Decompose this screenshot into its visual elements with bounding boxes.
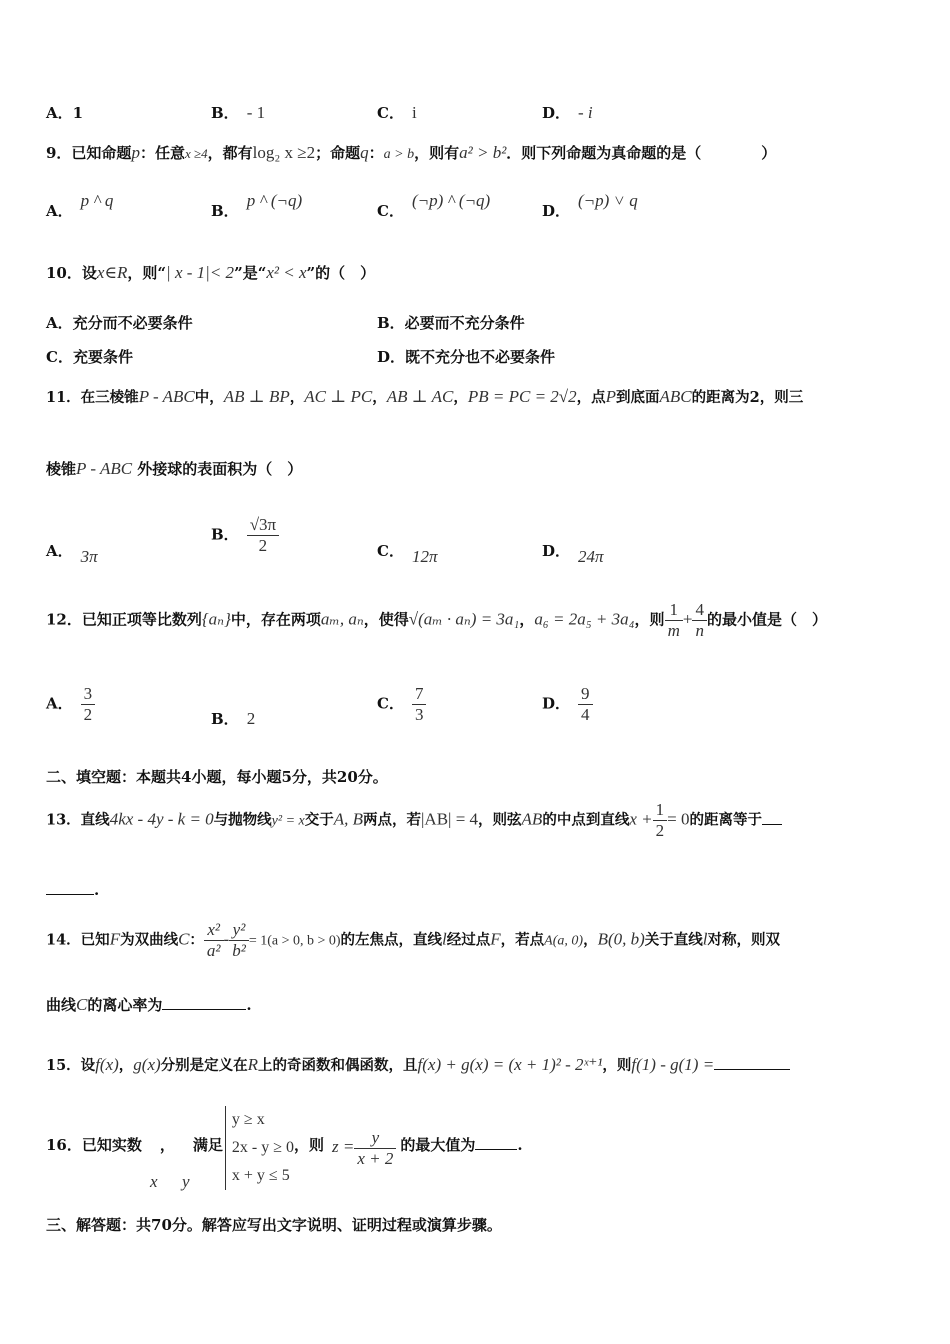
q15-stem: 15．设f(x)，g(x)分别是定义在R上的奇函数和偶函数，且f(x) + g(x) = (x + 1)² - 2ˣ⁺¹，则f(1) - g(1) =	[46, 1054, 790, 1075]
q10-option-a: A．充分而不必要条件	[46, 314, 193, 332]
q15-answer-blank[interactable]	[714, 1055, 790, 1070]
q8-option-c: C． i	[377, 103, 417, 122]
q16-stem: 16．已知实数 ， 满足 y ≥ x 2x - y ≥ 0 x + y ≤ 5 ，则 z = $\frac{y}{x + 2}$ 的最大值为 .	[46, 1106, 523, 1190]
q13-answer-blank-2[interactable]	[46, 880, 94, 895]
q9-option-b: B．p ^ (¬q)	[211, 191, 303, 220]
q11-option-c: C． 12π	[377, 542, 438, 566]
q12-option-a: A． $\frac{3}{2}$	[46, 684, 95, 725]
q10-option-d: D．既不充分也不必要条件	[377, 348, 556, 366]
q10-stem: 10．设x∈R，则“| x - 1|< 2”是“x² < x”的（ ）	[46, 263, 376, 282]
q14-stem-line1: 14．已知F为双曲线C： $\frac{\text{x²}}{\text{a²}}$ - $\frac{\text{y²}}{\text{b²}}$ = 1(a > 0, b > 0)的左焦点，直线l经过点F，若点A(a, 0)，B(0, b)关于直线l对称，则双	[46, 920, 781, 960]
q16-variable-x: x	[150, 1172, 158, 1191]
q11-stem-line2: 棱锥P - ABC 外接球的表面积为（ ）	[46, 459, 303, 478]
q13-stem: 13．直线4kx - 4y - k = 0与抛物线y² = x交于A, B两点，若|AB| = 4，则弦AB的中点到直线x + $\frac{1}{2}$ = 0的距离等于	[46, 800, 782, 841]
section-fill-in-heading: 二、填空题：本题共4小题，每小题5分，共20分。	[46, 768, 388, 786]
q11-stem-line1: 11．在三棱锥P - ABC中，AB ⊥ BP，AC ⊥ PC，AB ⊥ AC，PB = PC = 2√2，点P到底面ABC的距离为2，则三	[46, 387, 804, 406]
q9-option-d: D．(¬p) ˅ q	[542, 191, 638, 220]
q16-variable-y: y	[182, 1172, 190, 1191]
q13-blank-continuation: .	[46, 880, 99, 899]
q10-option-c: C．充要条件	[46, 348, 133, 366]
q9-option-a: A．p ^ q	[46, 191, 114, 220]
q8-option-b: B． - 1	[211, 103, 266, 122]
q14-stem-line2: 曲线C的离心率为 .	[46, 995, 252, 1014]
section-solutions-heading: 三、解答题：共70分。解答应写出文字说明、证明过程或演算步骤。	[46, 1216, 502, 1234]
q9-stem: 9．已知命题p：任意x ≥4，都有log₂ x ≥2；命题q：a > b，则有a² > b²．则下列命题为真命题的是（ ）	[46, 143, 777, 162]
q12-option-b: B． 2	[211, 709, 256, 728]
q14-answer-blank[interactable]	[162, 995, 246, 1010]
q11-option-d: D． 24π	[542, 542, 604, 566]
q11-option-b: B． $\frac{√3\pi}{2}$	[211, 515, 279, 556]
q8-option-d: D． - i	[542, 103, 593, 122]
q12-stem: 12．已知正项等比数列{aₙ}中，存在两项aₘ, aₙ，使得√(aₘ · aₙ) = 3a₁，a₆ = 2a₅ + 3a₄，则 $\frac{1}{m}$ + $\frac{4}{n}$ 的最小值是（ ）	[46, 600, 827, 640]
q13-answer-blank-1[interactable]	[762, 810, 782, 825]
q12-option-c: C． $\frac{7}{3}$	[377, 684, 426, 725]
q8-option-a: A．1	[46, 104, 84, 122]
q9-option-c: C．(¬p) ^ (¬q)	[377, 191, 491, 220]
q16-constraint-system: y ≥ x 2x - y ≥ 0 x + y ≤ 5	[225, 1106, 294, 1190]
q11-option-a: A． 3π	[46, 542, 98, 566]
q16-answer-blank[interactable]	[475, 1135, 517, 1150]
q10-option-b: B．必要而不充分条件	[377, 314, 525, 332]
q12-option-d: D． $\frac{9}{4}$	[542, 684, 593, 725]
